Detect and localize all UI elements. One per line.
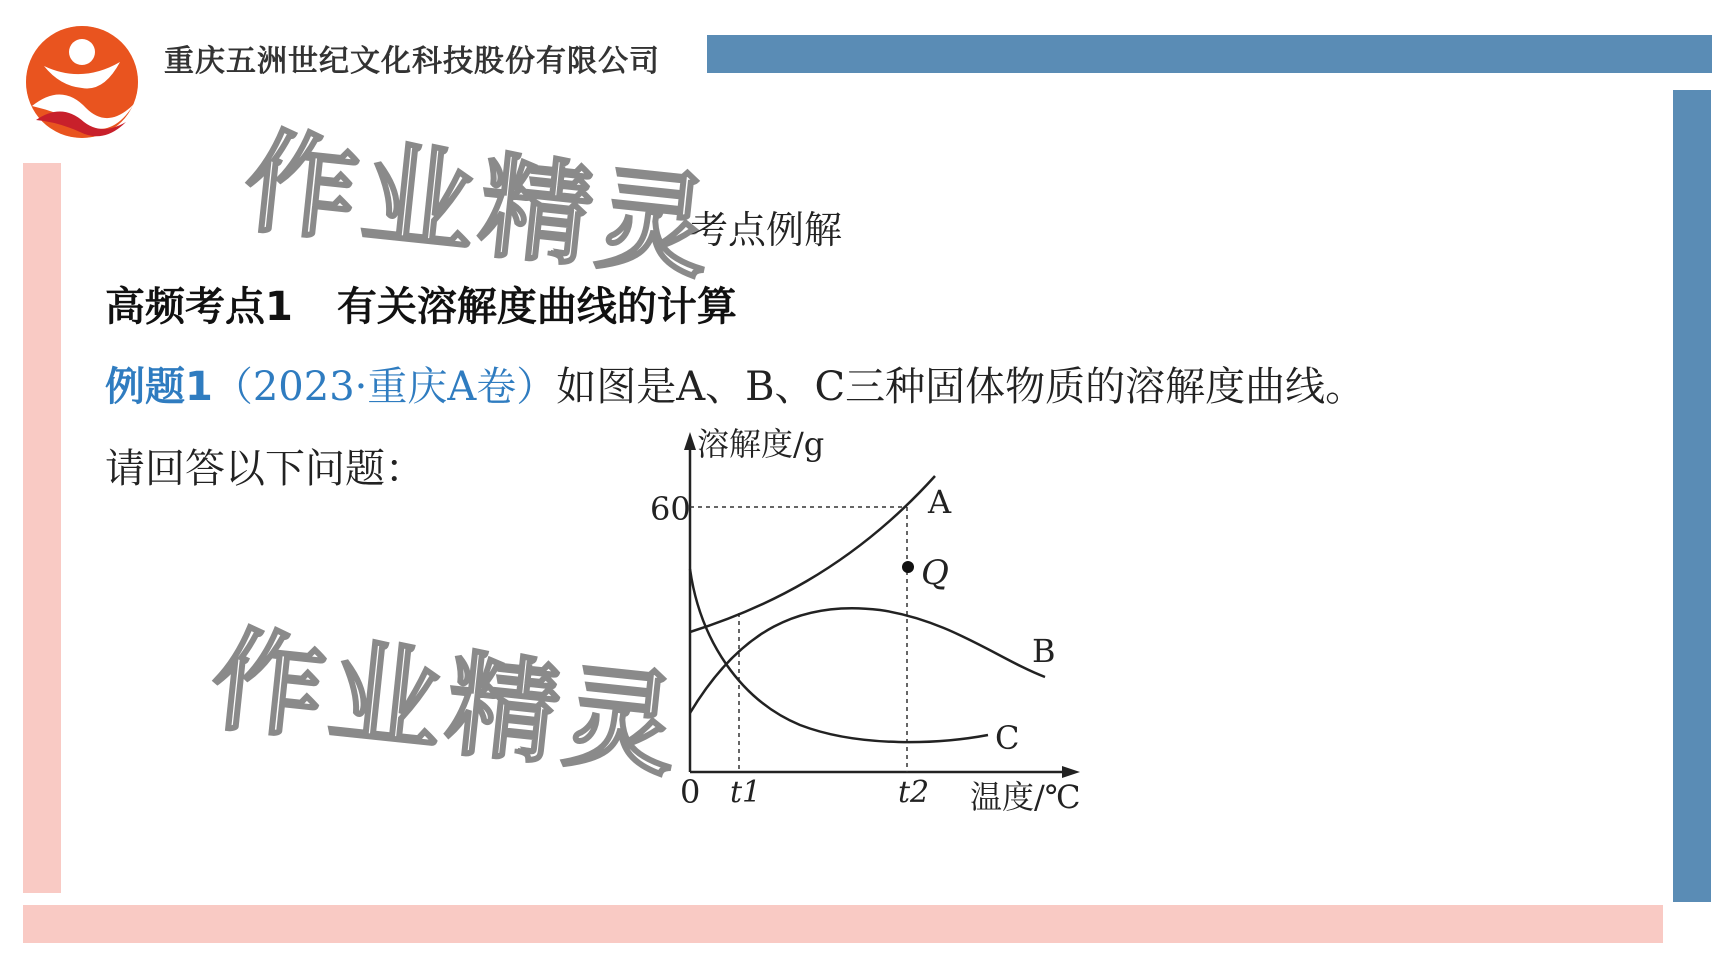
x-axis-arrow-icon — [1062, 766, 1080, 778]
x-tick-t2: t2 — [898, 775, 930, 810]
point-q — [902, 561, 914, 573]
watermark-bottom: 作业精灵 — [205, 614, 689, 794]
origin-label: 0 — [680, 773, 701, 811]
curve-b-label: B — [1032, 632, 1056, 670]
point-q-label: Q — [921, 553, 949, 593]
example-text: 如图是A、B、C三种固体物质的溶解度曲线。 — [556, 364, 1366, 410]
curve-b — [690, 608, 1045, 713]
example-label: 例题1 — [105, 364, 213, 410]
example-source: （2023·重庆A卷） — [212, 364, 557, 410]
watermark-top: 作业精灵 — [238, 116, 722, 296]
section-title: 考点例解 — [690, 208, 843, 252]
y-tick-60: 60 — [650, 490, 691, 528]
company-name: 重庆五洲世纪文化科技股份有限公司 — [164, 44, 660, 79]
topic-title: 有关溶解度曲线的计算 — [336, 284, 737, 330]
question-prompt: 请回答以下问题： — [105, 446, 425, 492]
x-tick-t1: t1 — [730, 775, 762, 810]
x-axis-label: 温度/℃ — [970, 778, 1081, 816]
y-axis-arrow-icon — [684, 432, 696, 450]
y-axis-label: 溶解度/g — [697, 425, 825, 463]
curve-a-label: A — [928, 483, 952, 521]
curve-c-label: C — [995, 719, 1020, 757]
curve-a — [690, 476, 935, 632]
topic-label: 高频考点1 — [105, 284, 293, 330]
